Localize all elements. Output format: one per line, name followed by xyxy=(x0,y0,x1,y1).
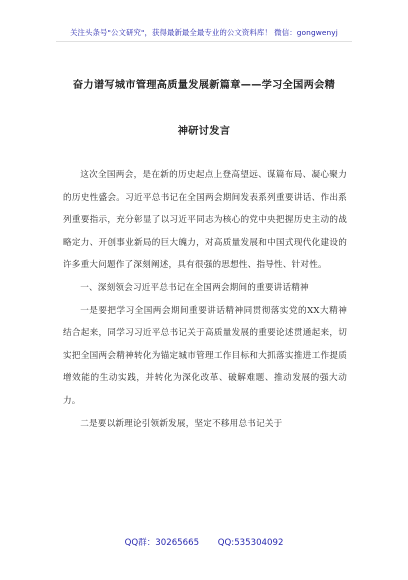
section-heading-1: 一、深刻领会习近平总书记在全国两会期间的重要讲话精神 xyxy=(80,282,309,293)
header-note: 关注头条号"公文研究"，获得最新最全最专业的公文资料库！ 微信：gongwenyj xyxy=(70,28,338,37)
header-divider xyxy=(56,41,352,42)
document-body xyxy=(63,164,347,435)
document-title: 奋力谱写城市管理高质量发展新篇章——学习全国两会精 xyxy=(72,80,336,91)
paragraph-point-1: 一是要把学习全国两会期间重要讲话精神同贯彻落实党的XX大精神结合起来，同学习习近平总书记关于高质量发展的重要论述贯通起来，切实把全国两会精神转化为锚定城市管理工作目标和大抓落实推进工作提质增效能的生动实践，并转化为深化改革、破解难题、推动发展的强大动力。 xyxy=(63,305,347,406)
footer-qq-group: QQ群：30265665 xyxy=(124,538,200,548)
paragraph-intro: 这次全国两会，是在新的历史起点上登高望远、谋篇布局、凝心聚力的历史性盛会。习近平总书记在全国两会期间发表系列重要讲话、作出系列重要指示，充分彰显了以习近平同志为核心的党中央把握历史主动的战略定力、开创事业新局的巨大魄力，对高质量发展和中国式现代化建设的许多重大问题作了深刻阐述，具有很强的思想性、指导性、针对性。 xyxy=(63,170,347,271)
document-title-continued: 神研讨发言 xyxy=(177,126,231,137)
paragraph-point-2: 二是要以新理论引领新发展，坚定不移用总书记关于 xyxy=(80,418,283,429)
footer-qq-number: QQ:535304092 xyxy=(217,538,284,548)
footer-contact xyxy=(0,536,408,548)
